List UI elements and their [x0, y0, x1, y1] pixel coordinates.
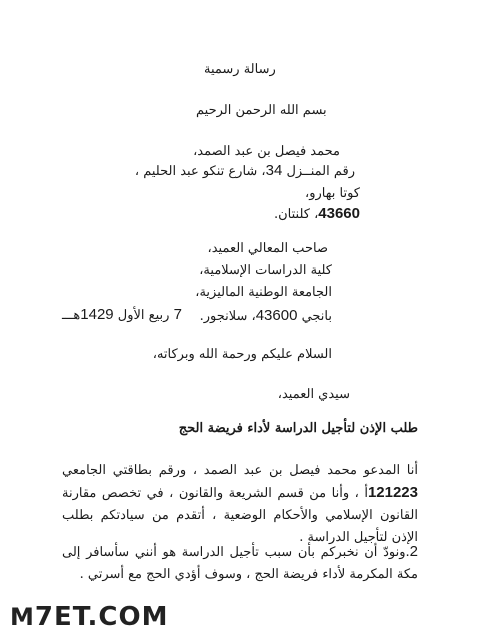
salutation	[278, 387, 350, 403]
sender-postcode: 43660	[318, 205, 360, 222]
basmala	[196, 103, 327, 119]
paragraph-1	[62, 460, 418, 549]
logo-part-2: 7ET.COM	[34, 602, 169, 632]
sender-postcode-line	[274, 206, 360, 223]
recipient-postcode: 43600	[255, 307, 298, 324]
sender-address	[135, 163, 355, 180]
paragraph-1-part1: أنا المدعو محمد فيصل بن عبد الصمد ، ورقم بطاقتي الجامعي	[62, 463, 418, 478]
sender-city	[305, 186, 360, 202]
recipient-title	[208, 241, 329, 257]
greeting-text: السلام عليكم ورحمة الله وبركاته،	[152, 347, 332, 362]
basmala-text: بسم الله الرحمن الرحيم	[196, 103, 327, 118]
sender-house-number: 34	[265, 162, 283, 179]
greeting	[153, 347, 332, 363]
logo-part-1: M	[10, 603, 35, 631]
sender-name-text: محمد فيصل بن عبد الصمد،	[193, 144, 340, 159]
recipient-title-text: صاحب المعالي العميد،	[207, 241, 328, 256]
sender-city-text: كوتا بهارو،	[305, 186, 360, 201]
paragraph-2	[62, 541, 418, 586]
sender-name	[193, 144, 340, 160]
recipient-university	[195, 285, 332, 301]
date-suffix: هـــ	[62, 308, 81, 323]
salutation-text: سيدي العميد،	[277, 387, 350, 402]
date-year: 1429	[80, 306, 114, 323]
recipient-city-prefix: بانجي	[301, 309, 332, 324]
sender-address-prefix: رقم المنــزل	[286, 164, 355, 179]
student-id-number: 121223	[367, 484, 418, 501]
recipient-faculty	[199, 263, 332, 279]
watermark-area	[0, 594, 480, 640]
recipient-state: ، سلانجور.	[199, 309, 256, 324]
recipient-faculty-text: كلية الدراسات الإسلامية،	[199, 263, 332, 278]
date-month: ربيع الأول	[117, 308, 170, 323]
subject-text: طلب الإذن لتأجيل الدراسة لأداء فريضة الحج	[178, 421, 418, 436]
recipient-city-line	[200, 308, 332, 325]
paragraph-2-number: 2.	[405, 543, 418, 560]
letter-heading	[204, 62, 276, 78]
recipient-university-text: الجامعة الوطنية الماليزية،	[195, 285, 332, 300]
letter-heading-text: رسالة رسمية	[204, 62, 276, 77]
paragraph-2-text: ونودّ أن نخبركم بأن سبب تأجيل الدراسة هو أنني سأسافر إلى مكة المكرمة لأداء فريضة الحج ، وسوف أؤدي الحج مع أسرتي .	[62, 545, 418, 582]
paragraph-1-part2: أ ، وأنا من قسم الشريعة والقانون ، في تخصص مقارنة القانون الإسلامي والأحكام الوضعية ، أتقدم من سيادتكم بطلب الإذن لتأجيل الدراسة .	[62, 486, 418, 545]
subject-line	[179, 421, 418, 437]
sender-state: ، كلنتان.	[273, 207, 319, 222]
site-logo	[10, 602, 168, 632]
letter-date	[62, 307, 182, 324]
sender-address-suffix: ، شارع تنكو عبد الحليم ،	[134, 164, 266, 179]
date-day: 7	[173, 306, 182, 323]
